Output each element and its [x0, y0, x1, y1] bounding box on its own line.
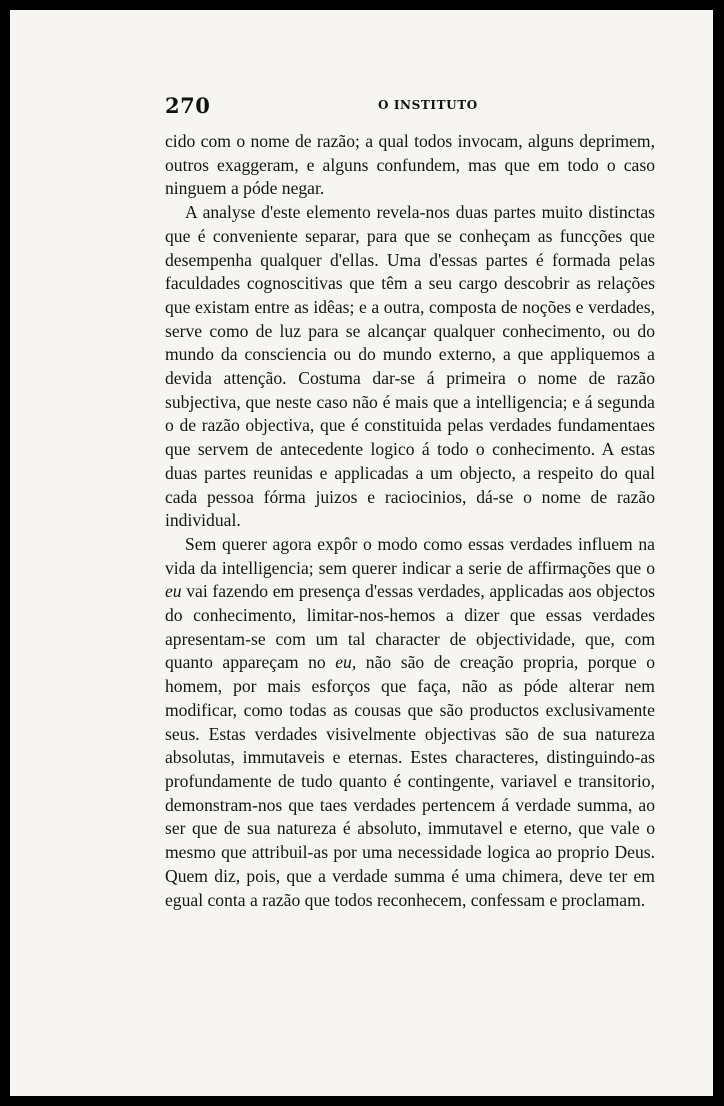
running-title: O INSTITUTO: [378, 98, 478, 112]
paragraph: cido com o nome de razão; a qual todos invocam, alguns deprimem, outros exaggeram, e alguns confundem, mas que em todo o caso ninguem a póde negar.: [165, 131, 655, 199]
page-number: 270: [165, 93, 211, 118]
paragraph-text: vai fazendo em presença d'essas verdades, applicadas aos objectos do conhecimento, limitar-nos-hemos a dizer que essas verdades apresentam-se com um tal character de objectividade, que, com quanto appareçam no: [165, 581, 655, 673]
paragraph: A analyse d'este elemento revela-nos duas partes muito distinctas que é conveniente separar, para que se conheçam as funcções que desempenha qualquer d'ellas. Uma d'essas partes é formada pelas faculdades cognoscitivas que têm a seu cargo descobrir as relações que existam entre as idêas; e a outra, composta de noções e verdades, serve como de luz para se alcançar qualquer conhecimento, ou do mundo da consciencia ou do mundo externo, a que appliquemos a devida attenção. Costuma dar-se á primeira o nome de razão subjectiva, que neste caso não é mais que a intelligencia; e á segunda o de razão objectiva, que é constituida pelas verdades fundamentaes que servem de antecedente logico á todo o conhecimento. A estas duas partes reunidas e applicadas a um objecto, a respeito do qual cada pessoa fórma juizos e raciocinios, dá-se o nome de razão individual.: [165, 202, 655, 531]
italic-text: eu: [165, 581, 182, 602]
document-page: [10, 10, 713, 1096]
paragraph-text: Sem querer agora expôr o modo como essas verdades influem na vida da intelligencia; sem querer indicar a serie de affirmações que o: [165, 533, 655, 578]
page-header: [165, 93, 655, 117]
paragraph-text: não são de creação propria, porque o homem, por mais esforços que faça, não as póde alterar nem modificar, como todas as cousas que são productos exclusivamente seus. Estas verdades visivelmente objectivas são de sua natureza absolutas, immutaveis e eternas. Estes characteres, distinguindo-as profundamente de tudo quanto é contingente, variavel e transitorio, demonstram-nos que taes verdades pertencem á verdade summa, ao ser que de sua natureza é absoluto, immutavel e eterno, que vale o mesmo que attribuil-as por uma necessidade logica ao proprio Deus. Quem diz, pois, que a verdade summa é uma chimera, deve ter em egual conta a razão que todos reconhecem, confessam e proclamam.: [165, 652, 655, 910]
paragraph: [165, 533, 655, 912]
italic-text: eu,: [335, 652, 357, 673]
body-text: [165, 130, 655, 912]
